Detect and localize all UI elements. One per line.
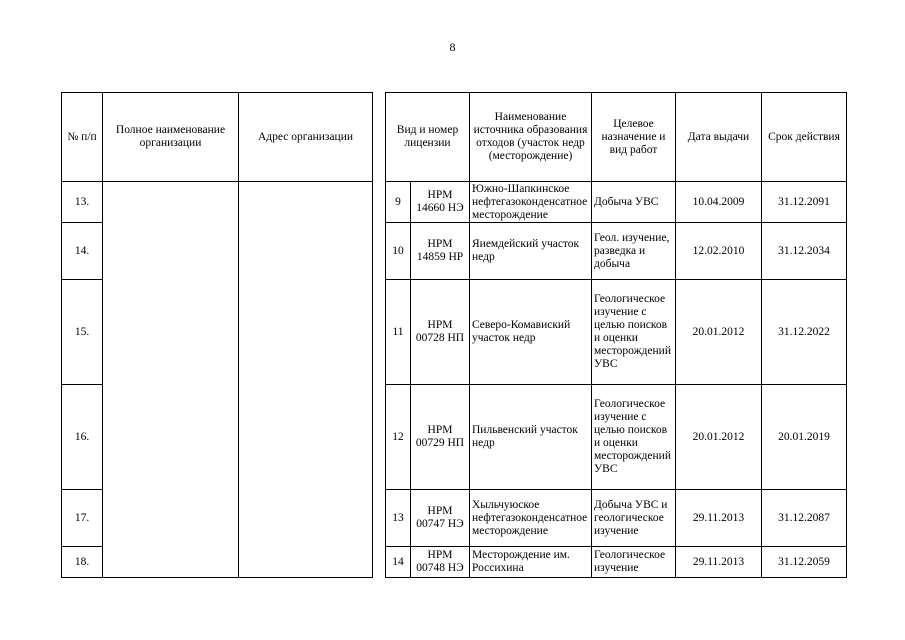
page-number: 8: [449, 40, 456, 54]
row-index: 14: [386, 547, 411, 578]
issue-date-cell: 10.04.2009: [676, 182, 762, 223]
row-num: 14.: [62, 223, 103, 280]
source-cell: Яиемдейский участок недр: [470, 223, 592, 280]
row-index: 11: [386, 280, 411, 385]
license-number: 00748 НЭ: [416, 562, 464, 574]
purpose-cell: Геологическое изучение с целью поисков и оценки месторождений УВС: [592, 280, 676, 385]
validity-cell: 20.01.2019: [762, 385, 847, 490]
row-index: 9: [386, 182, 411, 223]
column-gap: [373, 182, 386, 578]
license-type: НРМ: [427, 319, 453, 331]
row-num: 13.: [62, 182, 103, 223]
source-cell: Пильвенский участок недр: [470, 385, 592, 490]
purpose-cell: Геологическое изучение с целью поисков и оценки месторождений УВС: [592, 385, 676, 490]
issue-date-cell: 29.11.2013: [676, 547, 762, 578]
license-number: 00729 НП: [415, 437, 465, 449]
header-source: Наименование источника образования отходов (участок недр (месторождение): [470, 93, 592, 182]
license-type: НРМ: [427, 549, 453, 561]
header-purpose: Целевое назначение и вид работ: [592, 93, 676, 182]
header-issue-date: Дата выдачи: [676, 93, 762, 182]
issue-date-cell: 20.01.2012: [676, 385, 762, 490]
table-header-row: [62, 93, 847, 182]
header-license: Вид и номер лицензии: [386, 93, 470, 182]
table-row: [62, 182, 847, 223]
license-cell: [411, 385, 470, 490]
license-number: 00728 НП: [415, 332, 465, 344]
license-number: 14660 НЭ: [416, 202, 464, 214]
purpose-cell: Добыча УВС и геологическое изучение: [592, 490, 676, 547]
header-org-name: Полное наименование организации: [103, 93, 239, 182]
license-type: НРМ: [427, 424, 453, 436]
license-number: 00747 НЭ: [416, 518, 464, 530]
license-cell: [411, 280, 470, 385]
row-num: 18.: [62, 547, 103, 578]
org-name-cell: [103, 182, 239, 578]
issue-date-cell: 12.02.2010: [676, 223, 762, 280]
row-num: 16.: [62, 385, 103, 490]
row-index: 10: [386, 223, 411, 280]
row-index: 13: [386, 490, 411, 547]
license-cell: [411, 182, 470, 223]
purpose-cell: Геол. изучение, разведка и добыча: [592, 223, 676, 280]
license-cell: [411, 547, 470, 578]
validity-cell: 31.12.2087: [762, 490, 847, 547]
source-cell: Южно-Шапкинское нефтегазоконденсатное месторождение: [470, 182, 592, 223]
row-index: 12: [386, 385, 411, 490]
column-gap: [373, 93, 386, 182]
purpose-cell: Добыча УВС: [592, 182, 676, 223]
issue-date-cell: 20.01.2012: [676, 280, 762, 385]
validity-cell: 31.12.2059: [762, 547, 847, 578]
license-type: НРМ: [427, 189, 453, 201]
source-cell: Месторождение им. Россихина: [470, 547, 592, 578]
license-type: НРМ: [427, 505, 453, 517]
header-validity: Срок действия: [762, 93, 847, 182]
source-cell: Хыльчуюское нефтегазоконденсатное месторождение: [470, 490, 592, 547]
row-num: 17.: [62, 490, 103, 547]
license-type: НРМ: [427, 238, 453, 250]
purpose-cell: Геологическое изучение: [592, 547, 676, 578]
license-number: 14859 НР: [416, 251, 464, 263]
issue-date-cell: 29.11.2013: [676, 490, 762, 547]
licenses-table: [61, 92, 847, 578]
header-num: № п/п: [62, 93, 103, 182]
license-cell: [411, 490, 470, 547]
org-address-cell: [239, 182, 373, 578]
header-org-address: Адрес организации: [239, 93, 373, 182]
validity-cell: 31.12.2022: [762, 280, 847, 385]
license-cell: [411, 223, 470, 280]
row-num: 15.: [62, 280, 103, 385]
validity-cell: 31.12.2091: [762, 182, 847, 223]
validity-cell: 31.12.2034: [762, 223, 847, 280]
source-cell: Северо-Комавиский участок недр: [470, 280, 592, 385]
